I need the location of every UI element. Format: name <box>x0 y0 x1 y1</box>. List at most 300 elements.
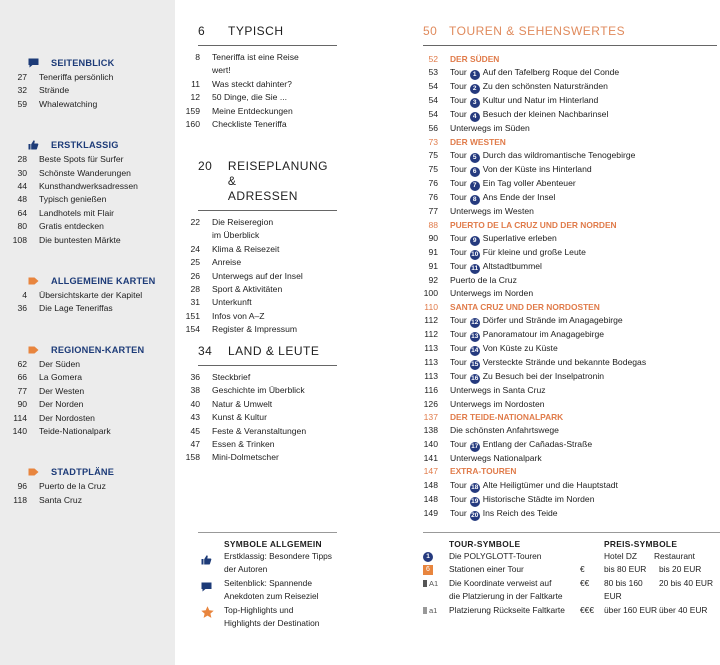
page-number: 22 <box>190 217 200 227</box>
page-number: 59 <box>17 98 27 109</box>
tour-entry <box>412 191 720 205</box>
page-number: 80 <box>17 221 27 232</box>
entry-label: DER WESTEN <box>450 136 506 147</box>
chapter-index-entry <box>0 310 340 323</box>
legend-text: Highlights der Destination <box>224 618 320 629</box>
page-number: 149 <box>423 507 438 518</box>
entry-label: EXTRA-TOUREN <box>450 466 517 477</box>
chapter-index-entry <box>0 91 340 104</box>
tour-number-badge: 8 <box>470 195 480 205</box>
page-number: 28 <box>190 284 200 295</box>
entry-label <box>450 149 635 163</box>
page-number: 48 <box>17 194 27 205</box>
page-number: 40 <box>190 398 200 409</box>
tour-entry <box>412 479 720 493</box>
price-header-row <box>604 550 720 563</box>
entry-label: Santa Cruz <box>39 494 82 505</box>
page-number: 113 <box>424 357 438 368</box>
entry-label: Typisch genießen <box>39 194 107 205</box>
region-heading <box>412 411 720 424</box>
index-entry <box>412 384 720 397</box>
region-heading <box>412 136 720 149</box>
page-number: 76 <box>428 192 438 203</box>
page-number: 54 <box>428 81 438 92</box>
entry-label: Checkliste Teneriffa <box>212 119 287 130</box>
station-badge: 6 <box>423 565 433 575</box>
page-number: 8 <box>195 52 200 62</box>
page-number: 47 <box>190 439 200 450</box>
chapter-index-entry <box>0 323 340 336</box>
chapter-index-entry <box>0 78 340 91</box>
entry-label: Unterwegs im Norden <box>450 288 534 299</box>
page-number: 159 <box>185 105 200 116</box>
page-number: 30 <box>17 167 27 178</box>
entry-label: wert! <box>212 65 231 76</box>
entry-label <box>450 314 623 328</box>
tour-number-badge: 14 <box>471 347 479 355</box>
hotel-price: 80 bis 160 EUR <box>604 577 643 602</box>
entry-label: La Gomera <box>39 372 82 383</box>
page-number: 113 <box>424 371 438 382</box>
tour-word: Tour <box>450 95 467 106</box>
page-number: 28 <box>17 154 27 165</box>
entry-label <box>450 493 594 507</box>
page-number: 148 <box>423 479 438 490</box>
page-number: 53 <box>428 67 438 78</box>
chapter-index-entry <box>0 51 340 64</box>
tour-number-badge: 18 <box>471 483 479 491</box>
tour-word: Tour <box>450 438 467 449</box>
tour-entry <box>412 507 720 521</box>
legend-text: Top-Highlights und <box>224 604 294 615</box>
region-heading <box>412 301 720 314</box>
region-heading <box>412 219 720 232</box>
tour-title: Ins Reich des Teide <box>482 507 558 518</box>
chapter-index-entry <box>0 451 340 464</box>
entry-label: Der Norden <box>39 399 84 410</box>
tour-title: Besuch der kleinen Nachbarinsel <box>482 109 609 120</box>
page-number: 141 <box>423 452 438 463</box>
tour-entry <box>412 94 720 108</box>
page-number: 160 <box>185 119 200 130</box>
tour-word: Tour <box>450 343 467 354</box>
entry-label: Kunsthandwerksadressen <box>39 181 138 192</box>
entry-label: Unterwegs in Santa Cruz <box>450 385 546 396</box>
tour-title: Entlang der Cañadas-Straße <box>482 438 593 449</box>
chapter-title: LAND & LEUTE <box>228 344 320 358</box>
tour-word: Tour <box>450 81 467 92</box>
tour-entry <box>412 66 720 80</box>
tour-title: Auf den Tafelberg Roque del Conde <box>482 67 620 78</box>
page-number: 147 <box>423 466 438 477</box>
entry-label: 50 Dinge, die Sie ... <box>212 92 288 103</box>
page-number: 140 <box>12 425 27 436</box>
coordinate-label: a1 <box>429 605 438 615</box>
page-number: 77 <box>428 206 438 217</box>
legend-general <box>198 538 378 630</box>
page-number: 158 <box>185 452 200 463</box>
tour-number-badge: 4 <box>470 112 480 122</box>
entry-label: Essen & Trinken <box>212 439 275 450</box>
entry-label: Teide-Nationalpark <box>39 425 111 436</box>
chapter-section <box>0 159 340 337</box>
sidebar-section-title: SEITENBLICK <box>51 58 115 68</box>
tour-number-badge: 11 <box>471 265 479 273</box>
tour-word: Tour <box>450 493 467 504</box>
thumbs-up-icon <box>201 552 212 570</box>
sidebar-section-title: ALLGEMEINE KARTEN <box>51 276 156 287</box>
tour-entry <box>412 493 720 507</box>
chapter-title-wrap <box>228 344 319 359</box>
page-number: 88 <box>428 219 438 230</box>
page-number: 154 <box>185 324 200 335</box>
tour-word: Tour <box>450 507 467 518</box>
chapter-index-entry <box>0 398 340 411</box>
chapter-index-entry <box>0 229 340 242</box>
chapter-title-wrap <box>228 159 340 204</box>
entry-label <box>450 356 646 370</box>
tour-entry <box>412 163 720 177</box>
chapter-index-entry <box>0 411 340 424</box>
chapter-index-entry <box>0 270 340 283</box>
tour-title: Ein Tag voller Abenteuer <box>482 178 576 189</box>
tour-entry <box>412 232 720 246</box>
tour-entry <box>412 328 720 342</box>
tour-title: Kultur und Natur im Hinterland <box>482 95 599 106</box>
entry-label: Teneriffa ist eine Reise <box>212 52 299 62</box>
index-entry <box>412 424 720 437</box>
page-number: 112 <box>424 315 438 326</box>
page-number: 11 <box>191 78 200 89</box>
entry-label: Landhotels mit Flair <box>39 207 114 218</box>
tour-word: Tour <box>450 315 467 326</box>
tour-number-badge: 10 <box>471 251 479 259</box>
legend-item <box>423 563 593 576</box>
page-number: 75 <box>428 150 438 161</box>
tour-number-badge: 19 <box>471 497 479 505</box>
page-number: 138 <box>423 425 438 436</box>
tour-entry <box>412 314 720 328</box>
tour-number-badge: 1 <box>423 552 433 562</box>
entry-label: Unterkunft <box>212 297 252 308</box>
sidebar-section <box>0 465 175 507</box>
entry-label <box>450 342 558 356</box>
grid-square-icon <box>423 607 427 614</box>
price-symbol: €€ <box>580 577 590 588</box>
entry-label <box>450 479 618 493</box>
page-number: 126 <box>423 398 438 409</box>
sidebar-section-title: ERSTKLASSIG <box>51 140 119 151</box>
tour-title: Von Küste zu Küste <box>482 343 558 354</box>
page-number: 96 <box>17 481 27 492</box>
entry-label: Register & Impressum <box>212 324 298 335</box>
tour-entry <box>412 260 720 274</box>
tour-entry <box>412 80 720 94</box>
page-number: 137 <box>423 412 438 423</box>
legend-title: PREIS-SYMBOLE <box>604 539 678 549</box>
coordinate-label: A1 <box>429 578 439 588</box>
price-header: Restaurant <box>654 551 695 561</box>
chapter-index-entry <box>0 256 340 269</box>
tour-title: Zu den schönsten Naturstränden <box>482 81 608 92</box>
chapter-header <box>198 159 340 204</box>
page-number: 77 <box>17 385 27 396</box>
tour-number-badge: 5 <box>470 153 480 163</box>
legend-text: Stationen einer Tour <box>449 564 524 575</box>
page-number: 36 <box>190 372 200 382</box>
page-number: 43 <box>190 412 200 423</box>
entry-label: Strände <box>39 85 70 96</box>
legend-item <box>423 550 593 563</box>
entry-label: Der Süden <box>39 358 81 369</box>
entry-label <box>450 163 592 177</box>
index-entry <box>412 398 720 411</box>
page-number: 91 <box>428 247 438 258</box>
tour-list <box>412 53 720 521</box>
tour-title: Dörfer und Strände im Anagagebirge <box>482 315 623 326</box>
entry-label: Beste Spots für Surfer <box>39 154 124 165</box>
entry-label: Sport & Aktivitäten <box>212 284 283 295</box>
chapter-rule <box>198 365 337 366</box>
chapter-index-entry <box>0 283 340 296</box>
entry-label: Feste & Veranstaltungen <box>212 425 307 436</box>
chapter-rule <box>198 45 337 46</box>
entry-label: Schönste Wanderungen <box>39 167 131 178</box>
tour-title: Zu Besuch bei der Inselpatronin <box>482 371 605 382</box>
entry-label <box>450 66 619 80</box>
chapter-index-entry <box>0 118 340 131</box>
chapter-index-entry <box>0 243 340 256</box>
restaurant-price: über 40 EUR <box>659 604 708 615</box>
tour-number-badge: 17 <box>471 442 479 450</box>
sidebar-section-header <box>0 138 175 152</box>
page-number: 54 <box>428 109 438 120</box>
tour-number-badge: 3 <box>470 98 480 108</box>
tour-number-badge: 9 <box>470 236 480 246</box>
tour-title: Ans Ende der Insel <box>482 192 556 203</box>
price-symbol: € <box>580 564 585 575</box>
entry-label: Geschichte im Überblick <box>212 385 305 396</box>
entry-label <box>450 80 608 94</box>
page-number: 90 <box>428 233 438 244</box>
legend-text: Die POLYGLOTT-Touren <box>449 551 542 561</box>
chapter-index-entry <box>0 384 340 397</box>
entry-label <box>450 328 604 342</box>
page-number: 110 <box>424 301 438 312</box>
tour-entry <box>412 108 720 122</box>
entry-label <box>450 108 608 122</box>
page-number: 31 <box>190 297 200 308</box>
tour-number-badge: 16 <box>471 375 479 383</box>
page-number: 26 <box>190 270 200 281</box>
tour-word: Tour <box>450 247 467 258</box>
entry-label: Mini-Dolmetscher <box>212 452 279 463</box>
entry-label: Steckbrief <box>212 372 251 382</box>
entry-label: Die Lage Teneriffas <box>39 303 113 314</box>
page-number: 76 <box>428 178 438 189</box>
entry-label: Teneriffa persönlich <box>39 72 114 82</box>
page-number: 66 <box>17 372 27 383</box>
chapter-title: REISEPLANUNG & <box>227 159 328 188</box>
chapter-index-entry <box>0 296 340 309</box>
entry-label <box>450 370 604 384</box>
page-number: 27 <box>17 72 27 82</box>
page-number: 44 <box>17 181 27 192</box>
chapter-header <box>423 24 625 38</box>
entry-label: Unterwegs im Süden <box>450 123 530 134</box>
chapter-rule <box>423 45 717 46</box>
entry-label <box>450 94 598 108</box>
price-row <box>580 577 720 604</box>
entry-label: PUERTO DE LA CRUZ UND DER NORDEN <box>450 219 617 230</box>
index-entry <box>412 122 720 135</box>
chapter-section <box>0 24 340 131</box>
legend-text: Die Koordinate verweist auf <box>449 577 552 588</box>
tour-title: Panoramatour im Anagagebirge <box>482 329 605 340</box>
page-number: 151 <box>185 310 200 321</box>
tour-word: Tour <box>450 479 467 490</box>
sidebar-index-entry <box>0 480 175 493</box>
map-coordinate-marker <box>423 577 438 590</box>
entry-label: Unterwegs auf der Insel <box>212 270 303 281</box>
page-number: 113 <box>424 343 438 354</box>
tour-title: Für kleine und große Leute <box>482 247 586 258</box>
page-number: 12 <box>190 92 200 103</box>
page-number: 116 <box>424 385 438 396</box>
index-entry <box>412 274 720 287</box>
entry-label: Unterwegs Nationalpark <box>450 452 542 463</box>
legend-item <box>198 577 378 604</box>
tour-number-badge: 2 <box>470 84 480 94</box>
page-number: 64 <box>17 207 27 218</box>
entry-label: Die Reiseregion <box>212 217 274 227</box>
chapter-rule <box>198 210 337 211</box>
tour-entry <box>412 246 720 260</box>
price-header: Hotel DZ <box>604 551 638 561</box>
tour-title: Superlative erleben <box>482 233 557 244</box>
tour-entry <box>412 438 720 452</box>
page-number: 92 <box>428 275 438 286</box>
chapter-index-entry <box>0 425 340 438</box>
region-heading <box>412 465 720 478</box>
price-row <box>580 604 720 617</box>
entry-label: Kunst & Kultur <box>212 412 267 423</box>
page-number <box>0 229 212 242</box>
entry-label: Die buntesten Märkte <box>39 234 121 245</box>
legend-text: Seitenblick: Spannende <box>224 577 313 588</box>
entry-label: Anreise <box>212 257 242 268</box>
chapter-header <box>198 344 340 359</box>
speech-bubble-icon <box>201 579 212 597</box>
entry-label <box>450 507 558 521</box>
page-number: 73 <box>428 136 438 147</box>
legend-text: Platzierung Rückseite Faltkarte <box>449 604 565 615</box>
legend-text: Anekdoten zum Reiseziel <box>224 591 319 602</box>
page-number: 108 <box>12 234 27 245</box>
entry-label <box>450 246 586 260</box>
tour-word: Tour <box>450 233 467 244</box>
tour-number-badge: 7 <box>470 181 480 191</box>
entry-label: Puerto de la Cruz <box>450 275 517 286</box>
tour-number-badge: 12 <box>471 319 479 327</box>
legend-title: TOUR-SYMBOLE <box>449 539 521 549</box>
index-entry <box>412 452 720 465</box>
sidebar-index-entry <box>0 494 175 507</box>
page-number: 4 <box>22 290 27 301</box>
page-number: 91 <box>428 261 438 272</box>
thumbs-up-icon <box>22 138 40 152</box>
tour-entry <box>412 370 720 384</box>
legend-title: SYMBOLE ALLGEMEIN <box>224 539 322 549</box>
page-number: 52 <box>428 54 438 64</box>
restaurant-price: bis 20 EUR <box>659 564 702 575</box>
price-row <box>580 563 720 576</box>
legend-item <box>423 577 593 604</box>
entry-label: Meine Entdeckungen <box>212 105 293 116</box>
entry-label: Klima & Reisezeit <box>212 243 280 254</box>
page-number: 45 <box>190 425 200 436</box>
page-number: 62 <box>17 358 27 369</box>
page-number: 56 <box>428 123 438 134</box>
entry-label: Gratis entdecken <box>39 221 104 232</box>
legend-tour <box>423 538 593 617</box>
tour-entry <box>412 356 720 370</box>
sidebar-section-header <box>0 465 175 479</box>
tour-number-badge: 13 <box>471 333 479 341</box>
page-number: 32 <box>17 85 27 96</box>
entry-label: Übersichtskarte der Kapitel <box>39 290 143 301</box>
tour-title: Von der Küste ins Hinterland <box>482 164 592 175</box>
legend-item <box>198 604 378 631</box>
price-symbol: €€€ <box>580 604 594 615</box>
chapter-index-entry <box>0 105 340 118</box>
star-badge-icon <box>201 606 214 624</box>
chapter-index-entry <box>0 371 340 384</box>
tour-title: Durch das wildromantische Tenogebirge <box>482 150 636 161</box>
entry-label <box>450 232 557 246</box>
tour-entry <box>412 149 720 163</box>
entry-label: SANTA CRUZ UND DER NORDOSTEN <box>450 301 600 312</box>
entry-label: im Überblick <box>212 230 260 241</box>
grid-square-icon <box>423 580 427 587</box>
tour-word: Tour <box>450 67 467 78</box>
map-coordinate-marker <box>423 604 437 617</box>
chapter-page-number: 6 <box>198 24 206 38</box>
tour-title: Altstadtbummel <box>482 261 542 272</box>
tour-title: Historische Städte im Norden <box>482 493 595 504</box>
tour-word: Tour <box>450 329 467 340</box>
entry-label: Der Westen <box>39 385 85 396</box>
tour-title: Alte Heiligtümer und die Hauptstadt <box>482 479 618 490</box>
chapter-title-wrap <box>228 24 284 39</box>
restaurant-price: 20 bis 40 EUR <box>659 577 713 588</box>
entry-label <box>450 260 542 274</box>
page-number: 24 <box>190 243 200 254</box>
tour-entry <box>412 342 720 356</box>
tour-title: Versteckte Strände und bekannte Bodegas <box>482 357 647 368</box>
region-heading <box>412 53 720 66</box>
entry-label: DER SÜDEN <box>450 54 500 64</box>
chapter-index-entry <box>0 64 340 77</box>
tour-word: Tour <box>450 164 467 175</box>
page-number: 112 <box>424 329 438 340</box>
tour-number-badge: 6 <box>470 167 480 177</box>
tour-word: Tour <box>450 371 467 382</box>
entry-label: Unterwegs im Nordosten <box>450 398 545 409</box>
chapter-index-entry <box>0 438 340 451</box>
entry-label: Whalewatching <box>39 98 98 109</box>
index-entry <box>412 287 720 300</box>
